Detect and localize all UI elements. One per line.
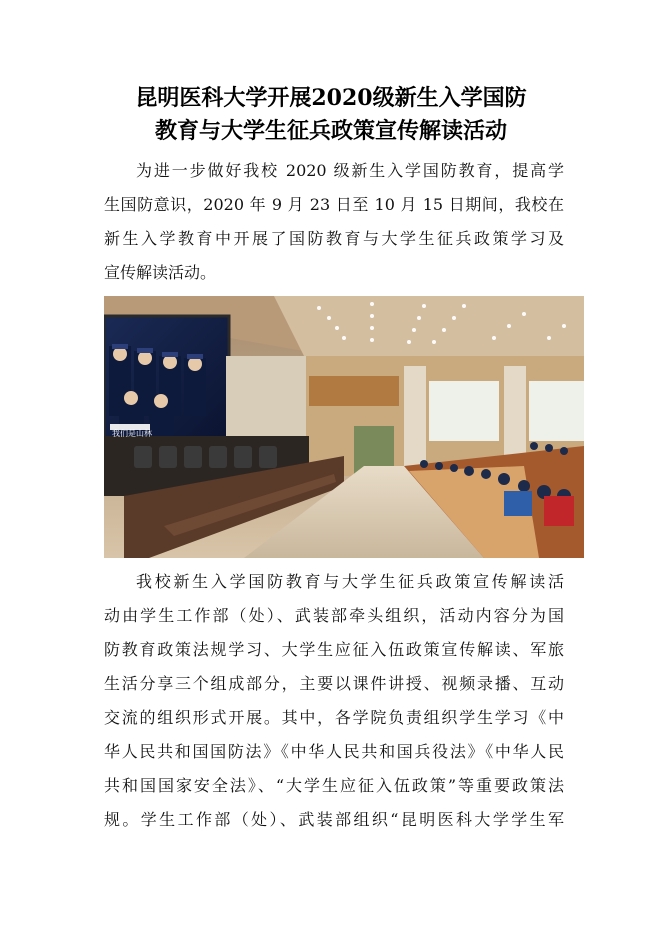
screen-caption: 我们是山林 xyxy=(112,429,152,438)
paragraph-line: 防教育政策法规学习、大学生应征入伍政策宣传解读、军旅 xyxy=(104,640,564,659)
paragraph-line: 华人民共和国国防法》《中华人民共和国兵役法》《中华人民 xyxy=(104,742,564,761)
document-title-line-2: 教育与大学生征兵政策宣传解读活动 xyxy=(154,118,507,144)
paragraph-line: 动由学生工作部（处）、武装部牵头组织，活动内容分为国 xyxy=(104,606,564,625)
document-title-line-1: 昆明医科大学开展2020级新生入学国防 xyxy=(135,85,527,111)
paragraph-line: 为进一步做好我校 2020 级新生入学国防教育，提高学 xyxy=(136,161,564,180)
paragraph-line: 规。学生工作部（处）、武装部组织“昆明医科大学学生军 xyxy=(104,810,564,829)
lecture-hall-photo xyxy=(104,296,584,558)
paragraph-line: 交流的组织形式开展。其中，各学院负责组织学生学习《中 xyxy=(104,708,564,727)
paragraph-line: 新生入学教育中开展了国防教育与大学生征兵政策学习及 xyxy=(104,229,564,248)
paragraph-line: 共和国国家安全法》、“大学生应征入伍政策”等重要政策法 xyxy=(104,776,564,795)
paragraph-line: 生国防意识，2020 年 9 月 23 日至 10 月 15 日期间，我校在 xyxy=(104,195,564,214)
paragraph-line: 我校新生入学国防教育与大学生征兵政策宣传解读活 xyxy=(136,572,564,591)
paragraph-line: 生活分享三个组成部分，主要以课件讲授、视频录播、互动 xyxy=(104,674,564,693)
paragraph-line: 宣传解读活动。 xyxy=(104,263,217,282)
